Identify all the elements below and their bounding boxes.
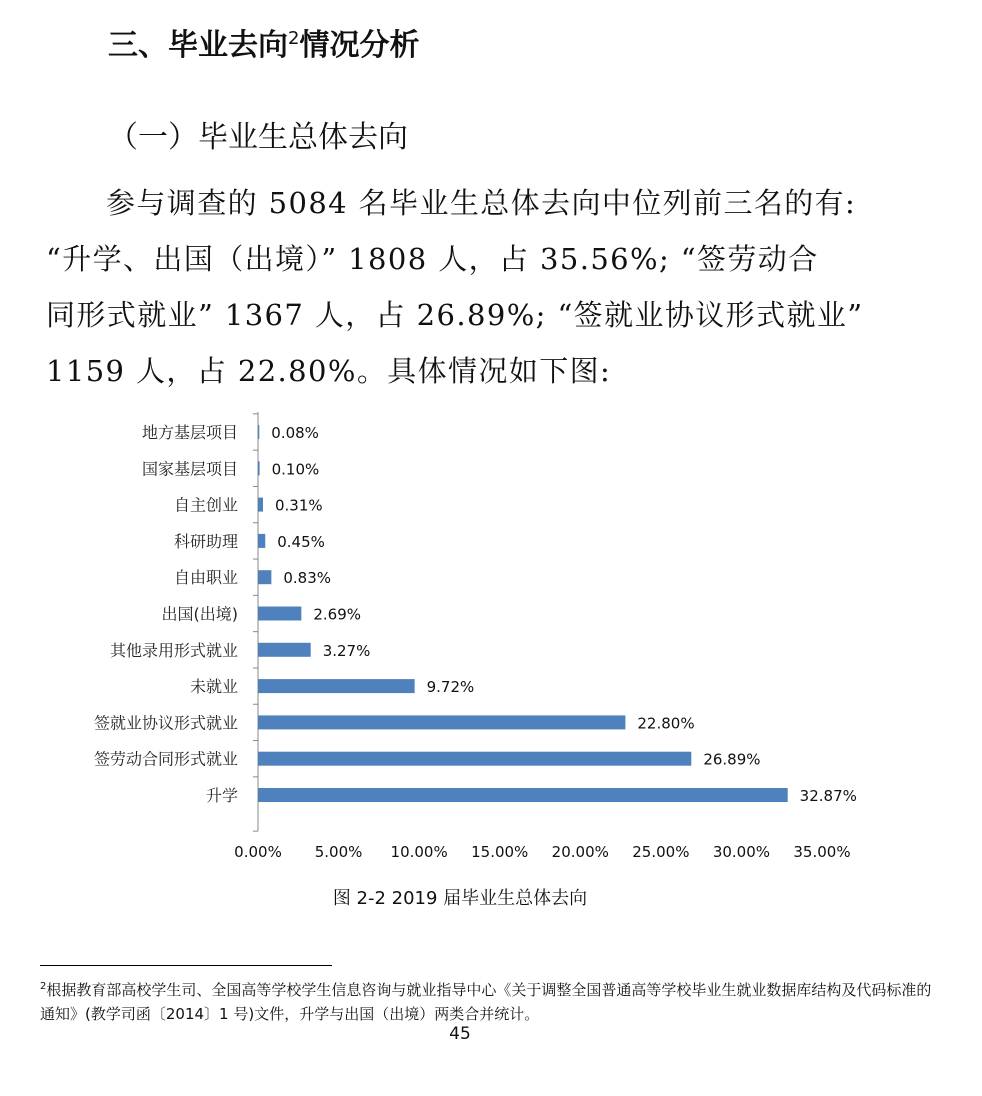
destination-bar-chart bbox=[0, 400, 900, 870]
bar bbox=[258, 715, 625, 729]
footnote bbox=[40, 975, 940, 1026]
x-tick-label: 5.00% bbox=[314, 843, 363, 862]
data-label: 0.83% bbox=[283, 569, 332, 588]
bar bbox=[258, 498, 263, 512]
footnote-mark: 2 bbox=[40, 981, 47, 992]
category-label: 未就业 bbox=[189, 677, 238, 697]
data-label: 0.10% bbox=[271, 460, 320, 479]
x-tick-label: 0.00% bbox=[234, 843, 282, 862]
category-label: 自主创业 bbox=[173, 495, 238, 515]
x-tick-label: 20.00% bbox=[551, 843, 609, 862]
category-label: 国家基层项目 bbox=[141, 459, 238, 479]
category-label: 地方基层项目 bbox=[141, 423, 238, 442]
data-label: 2.69% bbox=[313, 605, 362, 624]
bar bbox=[258, 425, 259, 439]
data-label: 9.72% bbox=[426, 678, 475, 697]
bar bbox=[258, 679, 415, 693]
data-label: 22.80% bbox=[637, 714, 695, 733]
category-label: 签劳动合同形式就业 bbox=[93, 749, 238, 769]
category-label: 签就业协议形式就业 bbox=[93, 713, 238, 733]
category-label: 其他录用形式就业 bbox=[109, 640, 238, 660]
x-tick-label: 10.00% bbox=[390, 843, 448, 862]
bar bbox=[258, 534, 265, 548]
bar bbox=[258, 752, 691, 766]
paragraph-line: 同形式就业” 1367 人，占 26.89%; “签就业协议形式就业” bbox=[46, 298, 864, 332]
x-tick-label: 35.00% bbox=[793, 843, 851, 862]
data-label: 0.31% bbox=[274, 496, 323, 515]
page-number: 45 bbox=[449, 1024, 471, 1044]
data-label: 26.89% bbox=[703, 750, 761, 769]
paragraph-line: “升学、出国（出境）” 1808 人，占 35.56%; “签劳动合 bbox=[46, 242, 819, 276]
bar bbox=[258, 461, 260, 475]
paragraph-line: 参与调查的 5084 名毕业生总体去向中位列前三名的有: bbox=[106, 186, 857, 220]
x-tick-label: 15.00% bbox=[471, 843, 529, 862]
paragraph-line: 1159 人，占 22.80%。具体情况如下图: bbox=[46, 354, 612, 388]
footnote-ref[interactable]: 2 bbox=[288, 28, 300, 49]
subsection-title: （一）毕业生总体去向 bbox=[108, 120, 408, 155]
data-label: 32.87% bbox=[799, 787, 857, 805]
bar bbox=[258, 607, 301, 621]
category-label: 自由职业 bbox=[173, 568, 238, 588]
x-tick-label: 25.00% bbox=[632, 843, 690, 862]
figure-caption: 图 2-2 2019 届毕业生总体去向 bbox=[332, 888, 588, 909]
data-label: 0.08% bbox=[271, 424, 319, 442]
bar bbox=[258, 643, 311, 657]
footnote-divider bbox=[40, 965, 332, 966]
x-tick-label: 30.00% bbox=[712, 843, 771, 862]
category-label: 出国(出境) bbox=[161, 604, 238, 624]
bar bbox=[258, 570, 271, 584]
bar bbox=[258, 788, 788, 802]
section-title: 三、毕业去向$^2$情况分析 bbox=[108, 28, 420, 63]
footnote-text: 根据教育部高校学生司、全国高等学校学生信息咨询与就业指导中心《关于调整全国普通高等学校毕业生就业数据库结构及代码标准的通知》(教学司函〔2014〕1 号)文件，升学与出国（出境）两类合并统计。 bbox=[40, 981, 932, 1023]
body-paragraph bbox=[46, 175, 886, 399]
category-label: 科研助理 bbox=[173, 531, 238, 551]
category-label: 升学 bbox=[205, 786, 238, 805]
data-label: 3.27% bbox=[322, 641, 371, 660]
data-label: 0.45% bbox=[277, 532, 325, 551]
